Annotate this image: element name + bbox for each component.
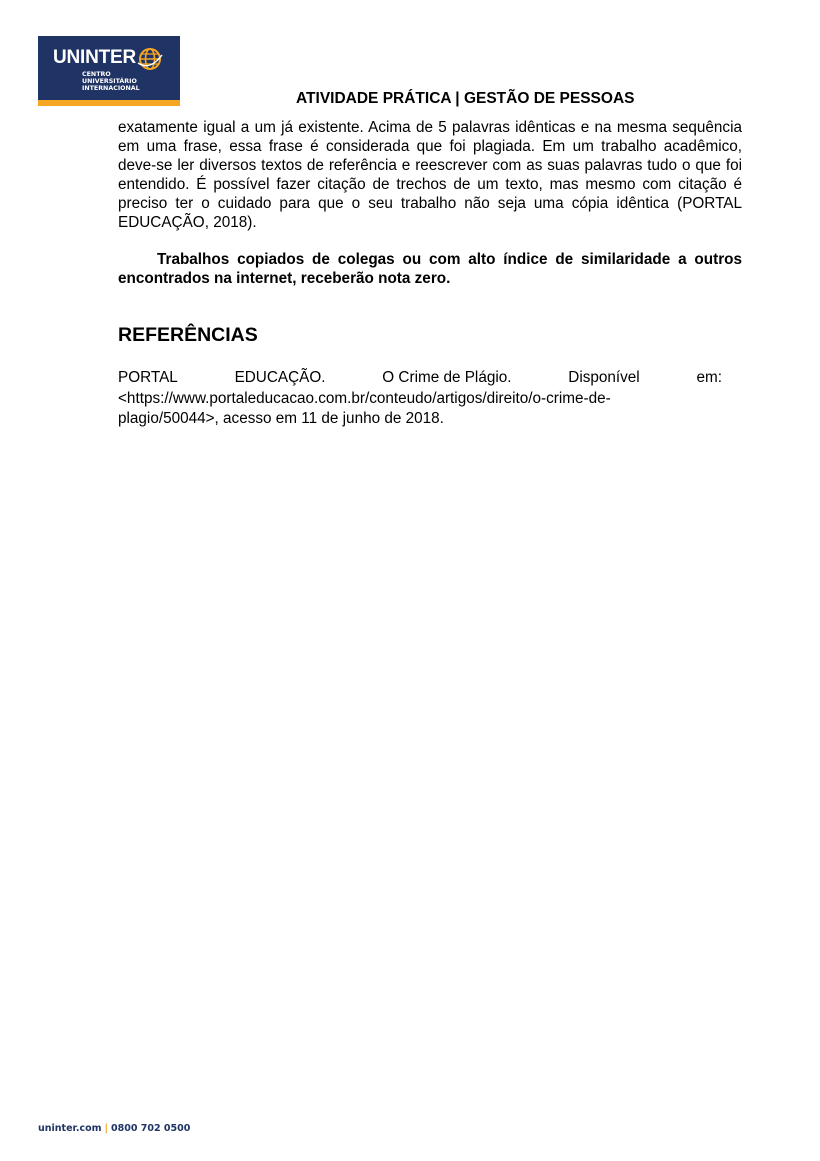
reference-access-date: plagio/50044>, acesso em 11 de junho de 2018.	[118, 410, 444, 427]
uninter-logo	[38, 36, 180, 106]
plagiarism-notice: Trabalhos copiados de colegas ou com alto índice de similaridade a outros encontrados na internet, receberão nota zero.	[118, 251, 742, 287]
footer-site: uninter.com	[38, 1123, 102, 1134]
reference-url: <https://www.portaleducacao.com.br/conteudo/artigos/direito/o-crime-de-	[118, 389, 611, 407]
reference-entry	[118, 368, 722, 430]
logo-accent-stripe	[38, 100, 180, 106]
logo-brand: UNINTER	[53, 47, 137, 68]
references-heading: REFERÊNCIAS	[118, 324, 258, 346]
logo-subtitle: CENTRO UNIVERSITÁRIO INTERNACIONAL	[82, 71, 140, 92]
reference-word: em:	[696, 369, 722, 386]
globe-icon	[136, 45, 164, 73]
reference-word: PORTAL	[118, 369, 178, 386]
reference-title: O Crime de Plágio.	[382, 369, 512, 386]
body-paragraph: exatamente igual a um já existente. Acima de 5 palavras idênticas e na mesma sequência em uma frase, essa frase é considerada que foi plagiada. Em um trabalho acadêmico, deve-se ler diversos textos de referência e reescrever com as suas palavras tudo o que foi entendido. É possível fazer citação de trechos de um texto, mas mesmo com citação é preciso ter o cuidado para que o seu trabalho não seja uma cópia idêntica (PORTAL EDUCAÇÃO, 2018).	[118, 119, 742, 231]
reference-word: EDUCAÇÃO.	[234, 369, 326, 386]
page-footer	[38, 1123, 190, 1134]
reference-word: Disponível	[568, 369, 640, 386]
page-header-title: ATIVIDADE PRÁTICA | GESTÃO DE PESSOAS	[296, 90, 635, 107]
reference-first-line	[118, 368, 722, 389]
footer-phone: 0800 702 0500	[111, 1123, 191, 1134]
footer-separator: |	[104, 1123, 109, 1134]
